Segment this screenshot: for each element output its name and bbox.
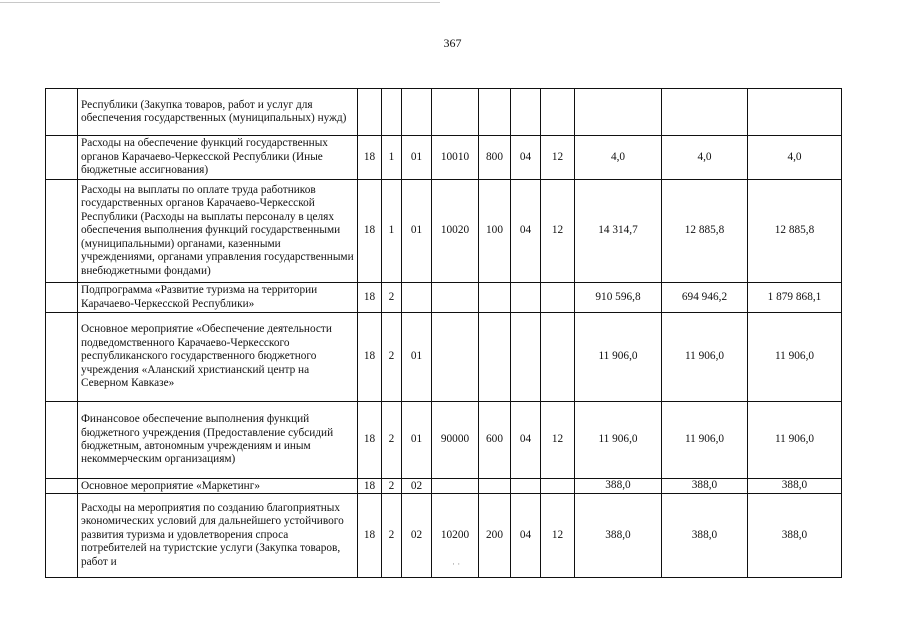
table-row [46, 313, 842, 402]
direction-code-cell: 10200 [432, 494, 479, 578]
expense-name-cell: Республики (Закупка товаров, работ и услуг для обеспечения государственных (муниципальных) нужд) [78, 89, 358, 136]
amount-year3-cell: 4,0 [748, 136, 842, 180]
amount-year2-cell: 12 885,8 [662, 180, 748, 283]
table-row [46, 180, 842, 283]
amount-year2-cell: 388,0 [662, 479, 748, 494]
expense-type-code-cell: 200 [479, 494, 511, 578]
subsection-code-cell: 12 [541, 494, 575, 578]
section-code-cell [511, 479, 541, 494]
direction-code-cell: 90000 [432, 402, 479, 479]
section-code-cell: 04 [511, 180, 541, 283]
amount-year3-cell: 11 906,0 [748, 402, 842, 479]
amount-year2-cell: 11 906,0 [662, 313, 748, 402]
activity-code-cell: 01 [402, 136, 432, 180]
row-blank-cell [46, 89, 78, 136]
ministry-code-cell: 18 [358, 494, 382, 578]
amount-year3-cell: 388,0 [748, 494, 842, 578]
direction-code-cell [432, 479, 479, 494]
activity-code-cell: 01 [402, 313, 432, 402]
scan-top-edge-line [0, 2, 440, 3]
amount-year1-cell: 388,0 [575, 494, 662, 578]
table-row [46, 494, 842, 578]
subprogram-code-cell: 2 [382, 283, 402, 313]
activity-code-cell: 02 [402, 494, 432, 578]
row-blank-cell [46, 494, 78, 578]
subsection-code-cell: 12 [541, 180, 575, 283]
ministry-code-cell: 18 [358, 402, 382, 479]
amount-year3-cell: 388,0 [748, 479, 842, 494]
subprogram-code-cell [382, 89, 402, 136]
amount-year1-cell [575, 89, 662, 136]
section-code-cell [511, 313, 541, 402]
ministry-code-cell [358, 89, 382, 136]
amount-year2-cell: 11 906,0 [662, 402, 748, 479]
expense-name-cell: Основное мероприятие «Обеспечение деятельности подведомственного Карачаево-Черкесского республиканского государственного бюджетного учреждения «Аланский христианский центр на Северном Кавказе» [78, 313, 358, 402]
activity-code-cell: 01 [402, 180, 432, 283]
table-row [46, 479, 842, 494]
section-code-cell [511, 89, 541, 136]
direction-code-cell: 10020 [432, 180, 479, 283]
subsection-code-cell: 12 [541, 136, 575, 180]
expense-name-cell: Основное мероприятие «Маркетинг» [78, 479, 358, 494]
direction-code-cell [432, 313, 479, 402]
table-row [46, 283, 842, 313]
expense-name-cell: Подпрограмма «Развитие туризма на территории Карачаево-Черкесской Республики» [78, 283, 358, 313]
amount-year1-cell: 4,0 [575, 136, 662, 180]
subsection-code-cell [541, 313, 575, 402]
row-blank-cell [46, 402, 78, 479]
table-row [46, 402, 842, 479]
ministry-code-cell: 18 [358, 479, 382, 494]
activity-code-cell: 01 [402, 402, 432, 479]
amount-year1-cell: 910 596,8 [575, 283, 662, 313]
table-row [46, 89, 842, 136]
section-code-cell: 04 [511, 402, 541, 479]
activity-code-cell [402, 283, 432, 313]
subprogram-code-cell: 2 [382, 494, 402, 578]
subprogram-code-cell: 2 [382, 313, 402, 402]
expense-name-cell: Расходы на обеспечение функций государственных органов Карачаево-Черкесской Республики (Иные бюджетные ассигнования) [78, 136, 358, 180]
subprogram-code-cell: 1 [382, 180, 402, 283]
expense-name-cell: Расходы на выплаты по оплате труда работников государственных органов Карачаево-Черкесской Республики (Расходы на выплаты персоналу в целях обеспечения выполнения функций государственными (муниципальными) органами, казенными учреждениями, органами управления государственными внебюджетными фондами) [78, 180, 358, 283]
page-number: 367 [443, 36, 462, 50]
table-row [46, 136, 842, 180]
scan-smudge: · · [452, 559, 461, 569]
row-blank-cell [46, 136, 78, 180]
subsection-code-cell [541, 479, 575, 494]
ministry-code-cell: 18 [358, 180, 382, 283]
subprogram-code-cell: 2 [382, 402, 402, 479]
subsection-code-cell [541, 89, 575, 136]
section-code-cell: 04 [511, 136, 541, 180]
amount-year3-cell: 12 885,8 [748, 180, 842, 283]
direction-code-cell [432, 89, 479, 136]
amount-year1-cell: 11 906,0 [575, 313, 662, 402]
table-body [46, 89, 842, 578]
subsection-code-cell: 12 [541, 402, 575, 479]
budget-table [45, 88, 842, 578]
amount-year3-cell [748, 89, 842, 136]
section-code-cell [511, 283, 541, 313]
subsection-code-cell [541, 283, 575, 313]
expense-name-cell: Расходы на мероприятия по созданию благоприятных экономических условий для дальнейшего устойчивого развития туризма и удовлетворения спроса потребителей на туристские услуги (Закупка товаров, работ и [78, 494, 358, 578]
amount-year1-cell: 14 314,7 [575, 180, 662, 283]
expense-type-code-cell [479, 283, 511, 313]
amount-year3-cell: 1 879 868,1 [748, 283, 842, 313]
ministry-code-cell: 18 [358, 313, 382, 402]
activity-code-cell: 02 [402, 479, 432, 494]
expense-type-code-cell [479, 479, 511, 494]
subprogram-code-cell: 2 [382, 479, 402, 494]
activity-code-cell [402, 89, 432, 136]
amount-year2-cell: 388,0 [662, 494, 748, 578]
ministry-code-cell: 18 [358, 283, 382, 313]
direction-code-cell [432, 283, 479, 313]
amount-year1-cell: 11 906,0 [575, 402, 662, 479]
amount-year1-cell: 388,0 [575, 479, 662, 494]
expense-name-cell: Финансовое обеспечение выполнения функций бюджетного учреждения (Предоставление субсидий бюджетным, автономным учреждениям и иным некоммерческим организациям) [78, 402, 358, 479]
row-blank-cell [46, 313, 78, 402]
direction-code-cell: 10010 [432, 136, 479, 180]
expense-type-code-cell [479, 313, 511, 402]
ministry-code-cell: 18 [358, 136, 382, 180]
row-blank-cell [46, 283, 78, 313]
expense-type-code-cell: 100 [479, 180, 511, 283]
row-blank-cell [46, 479, 78, 494]
expense-type-code-cell: 800 [479, 136, 511, 180]
row-blank-cell [46, 180, 78, 283]
subprogram-code-cell: 1 [382, 136, 402, 180]
expense-type-code-cell: 600 [479, 402, 511, 479]
section-code-cell: 04 [511, 494, 541, 578]
amount-year3-cell: 11 906,0 [748, 313, 842, 402]
expense-type-code-cell [479, 89, 511, 136]
amount-year2-cell [662, 89, 748, 136]
amount-year2-cell: 694 946,2 [662, 283, 748, 313]
amount-year2-cell: 4,0 [662, 136, 748, 180]
